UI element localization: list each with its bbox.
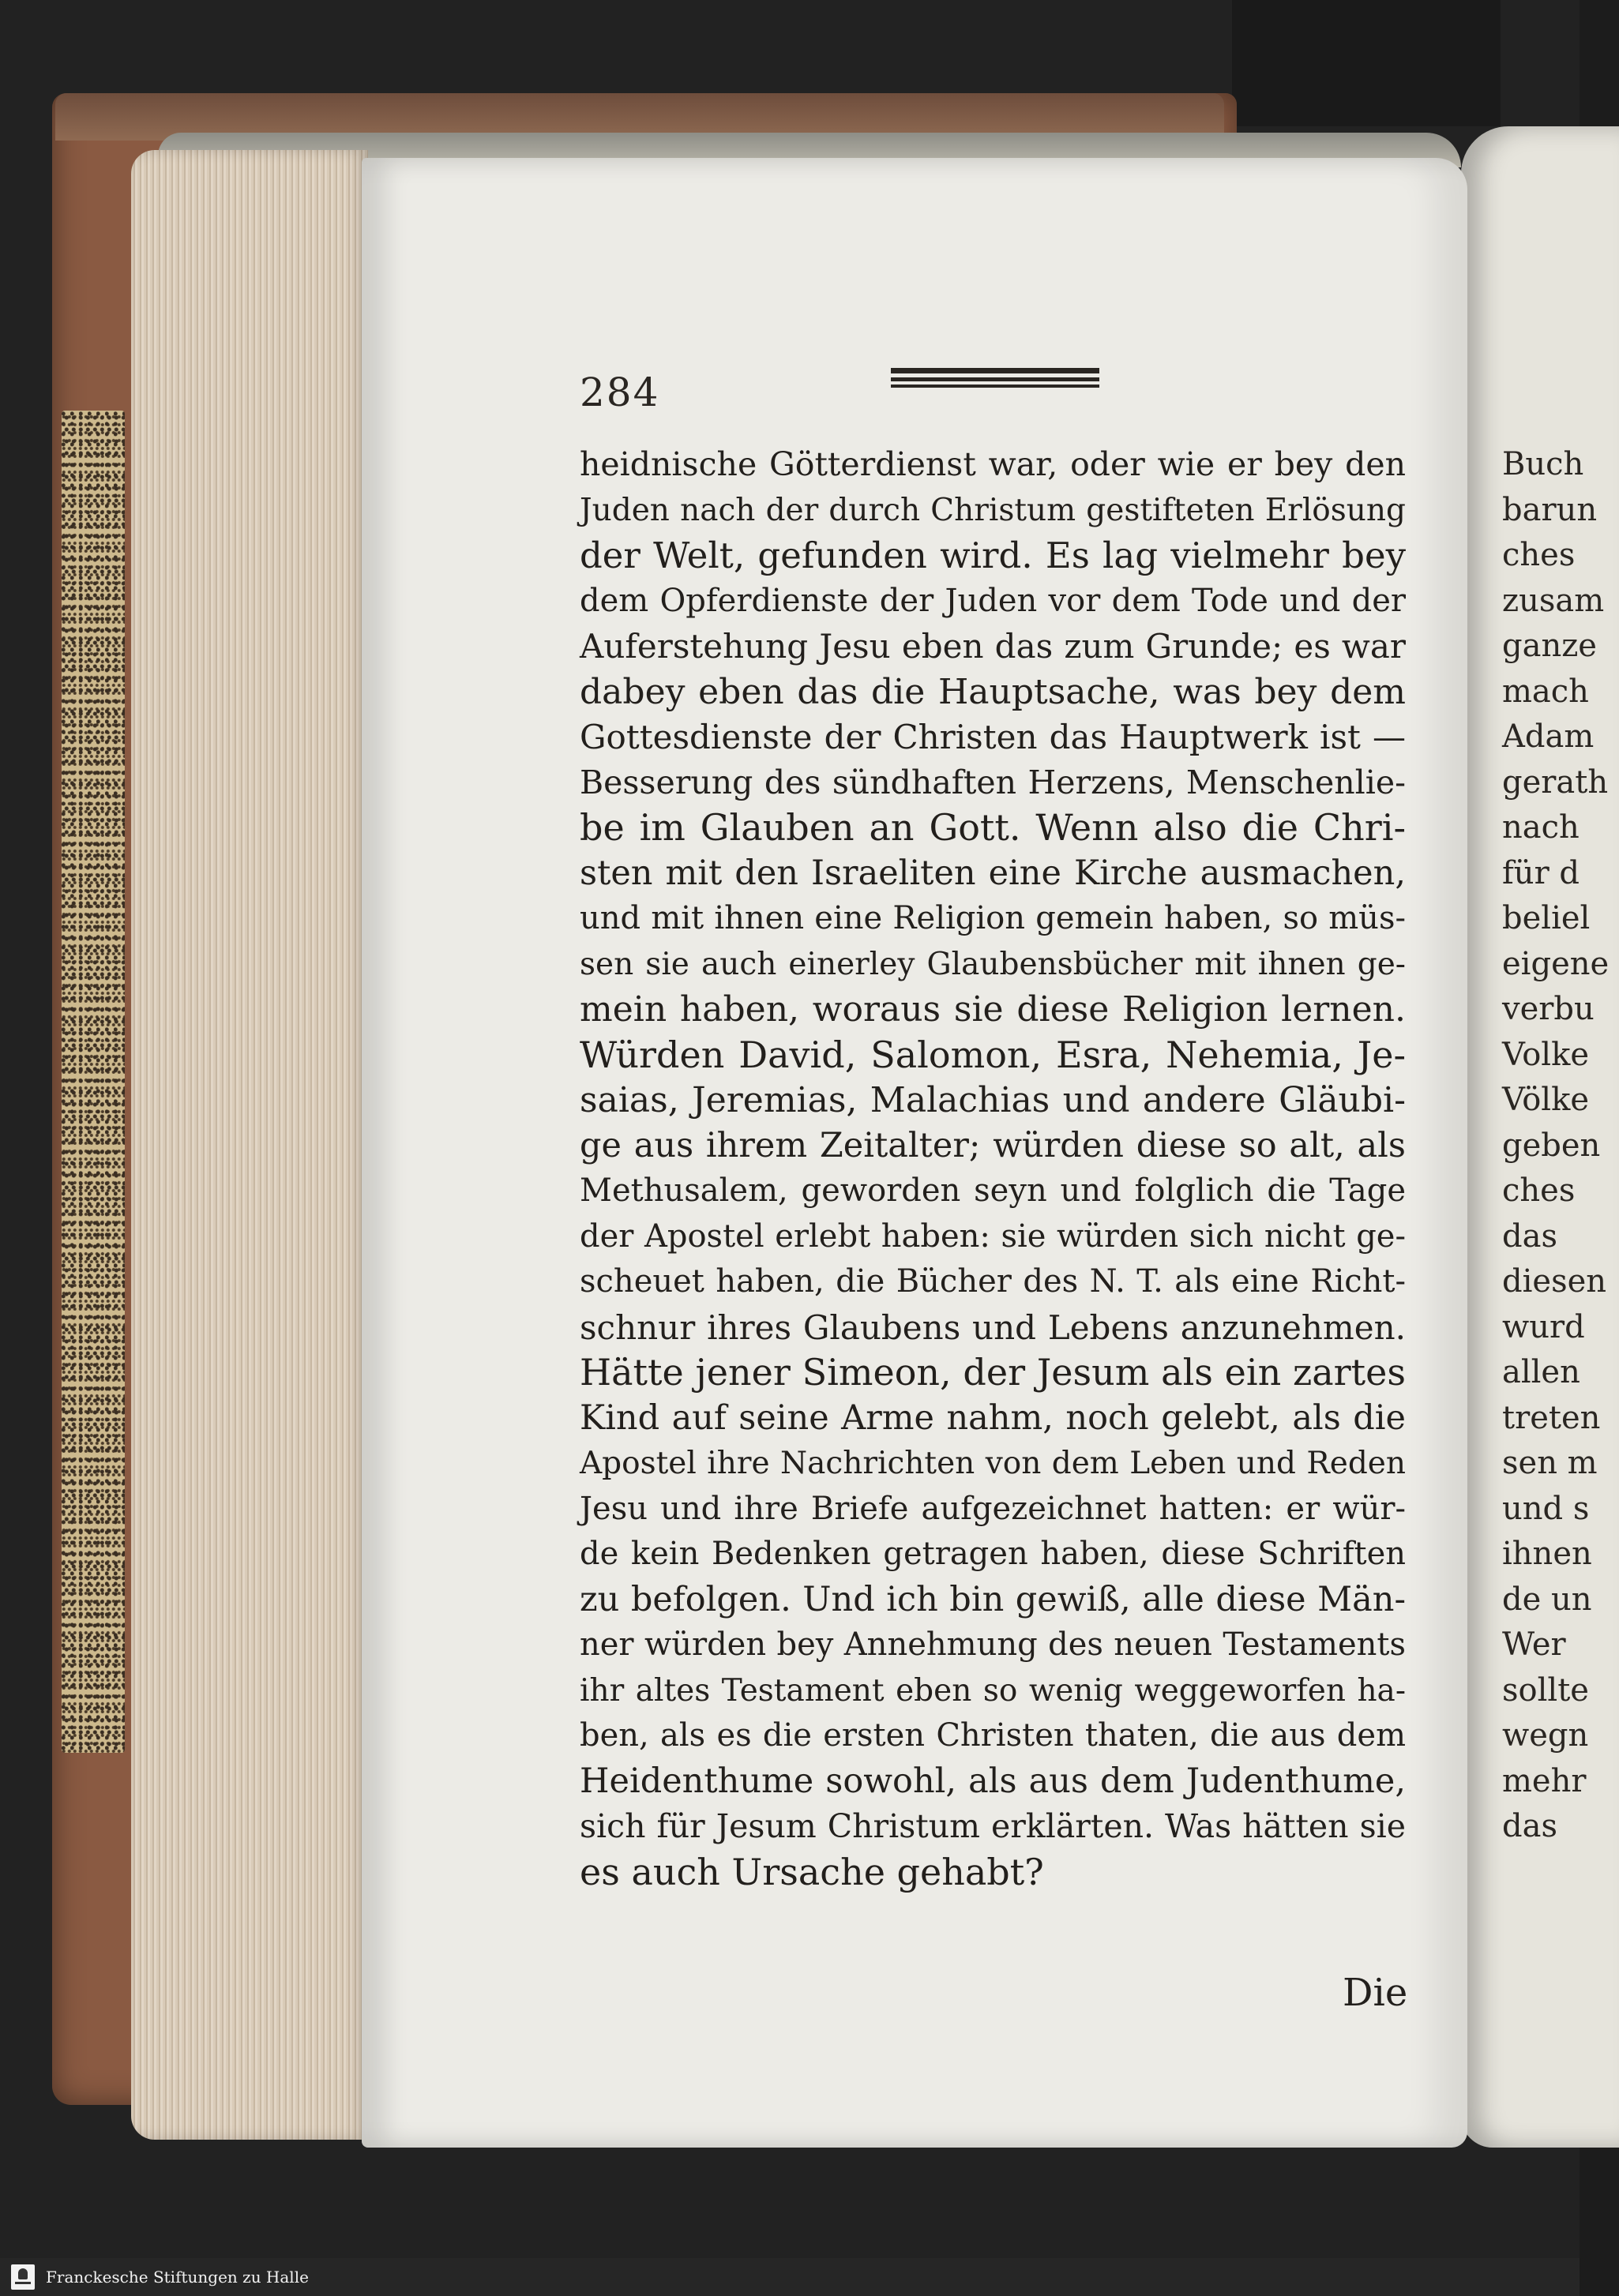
text-line: sich für Jesum Christum erklärten. Was hätten sie <box>580 1807 1406 1845</box>
body-text <box>580 442 1406 1895</box>
text-line: de kein Bedenken getragen haben, diese Schriften <box>580 1536 1406 1572</box>
facing-page-fragment: Volke <box>1502 1036 1589 1073</box>
facing-page-fragment: sollte <box>1502 1671 1589 1709</box>
text-line: Hätte jener Simeon, der Jesum als ein zartes <box>580 1351 1406 1394</box>
text-line: dabey eben das die Hauptsache, was bey dem <box>580 671 1406 712</box>
marbled-spine <box>62 411 125 1753</box>
text-line: sten mit den Israeliten eine Kirche ausmachen, <box>580 853 1406 893</box>
facing-page-fragment: verbu <box>1502 991 1595 1027</box>
text-line: Jesu und ihre Briefe aufgezeichnet hatten: er wür- <box>580 1490 1406 1527</box>
facing-page-fragment: eigene <box>1502 945 1610 982</box>
text-line: Heidenthume sowohl, als aus dem Judenthume, <box>580 1761 1406 1801</box>
catchword: Die <box>1343 1971 1408 2015</box>
text-line: Juden nach der durch Christum gestifteten Erlösung <box>580 492 1406 528</box>
facing-page-fragment: beliel <box>1502 900 1591 936</box>
text-line: der Apostel erlebt haben: sie würden sich nicht ge- <box>580 1217 1406 1255</box>
facing-page-fragment: ganze <box>1502 628 1597 664</box>
institution-logo-icon <box>11 2264 35 2290</box>
text-line: Gottesdienste der Christen das Hauptwerk ist — <box>580 718 1406 756</box>
text-line: Auferstehung Jesu eben das zum Grunde; es war <box>580 627 1406 666</box>
facing-page-fragment: de un <box>1502 1581 1592 1618</box>
text-line: und mit ihnen eine Religion gemein haben, so müs- <box>580 900 1406 936</box>
facing-page-fragment: allen <box>1502 1354 1580 1390</box>
text-line: dem Opferdienste der Juden vor dem Tode und der <box>580 582 1406 619</box>
facing-page-fragment: wegn <box>1502 1717 1589 1754</box>
facing-page-fragment: ihnen <box>1502 1536 1592 1572</box>
text-line: Würden David, Salomon, Esra, Nehemia, Je- <box>580 1033 1406 1076</box>
page-edges <box>131 150 368 2140</box>
facing-page-fragment: das <box>1502 1217 1557 1255</box>
text-line: sen sie auch einerley Glaubensbücher mit ihnen ge- <box>580 946 1406 982</box>
text-line: zu befolgen. Und ich bin gewiß, alle diese Män- <box>580 1579 1406 1619</box>
text-line: ihr altes Testament eben so wenig weggeworfen ha- <box>580 1672 1406 1709</box>
text-line: Besserung des sündhaften Herzens, Menschenlie- <box>580 763 1406 801</box>
text-line: ner würden bey Annehmung des neuen Testaments <box>580 1626 1406 1663</box>
facing-page-fragment: mehr <box>1502 1762 1587 1799</box>
text-line: ge aus ihrem Zeitalter; würden diese so alt, als <box>580 1125 1406 1165</box>
facing-page-fragment: und s <box>1502 1490 1590 1527</box>
facing-page-fragment: ches <box>1502 1172 1576 1209</box>
facing-page-fragment: Wer <box>1502 1626 1566 1663</box>
institution-name: Franckesche Stiftungen zu Halle <box>46 2268 309 2287</box>
page-number: 284 <box>580 370 660 415</box>
facing-page-fragment: Adam <box>1502 718 1595 755</box>
text-line: be im Glauben an Gott. Wenn also die Chri- <box>580 806 1406 849</box>
facing-page-fragment: das <box>1502 1808 1557 1844</box>
facing-page-fragment: ches <box>1502 537 1576 573</box>
footer-bar <box>0 2258 1580 2296</box>
facing-page-fragment: barun <box>1502 491 1598 528</box>
facing-page-fragment: Völke <box>1502 1082 1589 1118</box>
text-line: saias, Jeremias, Malachias und andere Gläubi- <box>580 1080 1406 1120</box>
facing-page-text <box>1502 442 1610 1850</box>
text-line: Apostel ihre Nachrichten von dem Leben und Reden <box>580 1446 1406 1481</box>
text-line: ben, als es die ersten Christen thaten, die aus dem <box>580 1717 1406 1754</box>
facing-page-fragment: für d <box>1502 854 1580 891</box>
text-line: mein haben, woraus sie diese Religion lernen. <box>580 989 1406 1030</box>
facing-page-fragment: zusam <box>1502 582 1605 619</box>
text-line: es auch Ursache gehabt? <box>580 1850 1044 1893</box>
text-line: Methusalem, geworden seyn und folglich die Tage <box>580 1172 1406 1209</box>
text-line: scheuet haben, die Bücher des N. T. als eine Richt- <box>580 1263 1406 1300</box>
facing-page-fragment: Buch <box>1502 446 1584 482</box>
text-line: heidnische Götterdienst war, oder wie er bey den <box>580 445 1406 483</box>
facing-page-fragment: diesen <box>1502 1263 1607 1300</box>
facing-page-fragment: nach <box>1502 809 1580 846</box>
facing-page-fragment: mach <box>1502 673 1589 710</box>
header-ornament <box>891 368 1099 390</box>
text-line: der Welt, gefunden wird. Es lag vielmehr bey <box>580 535 1406 576</box>
facing-page-fragment: gerath <box>1502 763 1609 801</box>
facing-page-fragment: wurd <box>1502 1308 1585 1345</box>
facing-page-fragment: treten <box>1502 1399 1601 1436</box>
text-line: Kind auf seine Arme nahm, noch gelebt, als die <box>580 1397 1406 1438</box>
text-line: schnur ihres Glaubens und Lebens anzunehmen. <box>580 1307 1406 1347</box>
background-shadow <box>1232 0 1501 126</box>
facing-page-fragment: geben <box>1502 1127 1601 1164</box>
facing-page-fragment: sen m <box>1502 1445 1598 1481</box>
